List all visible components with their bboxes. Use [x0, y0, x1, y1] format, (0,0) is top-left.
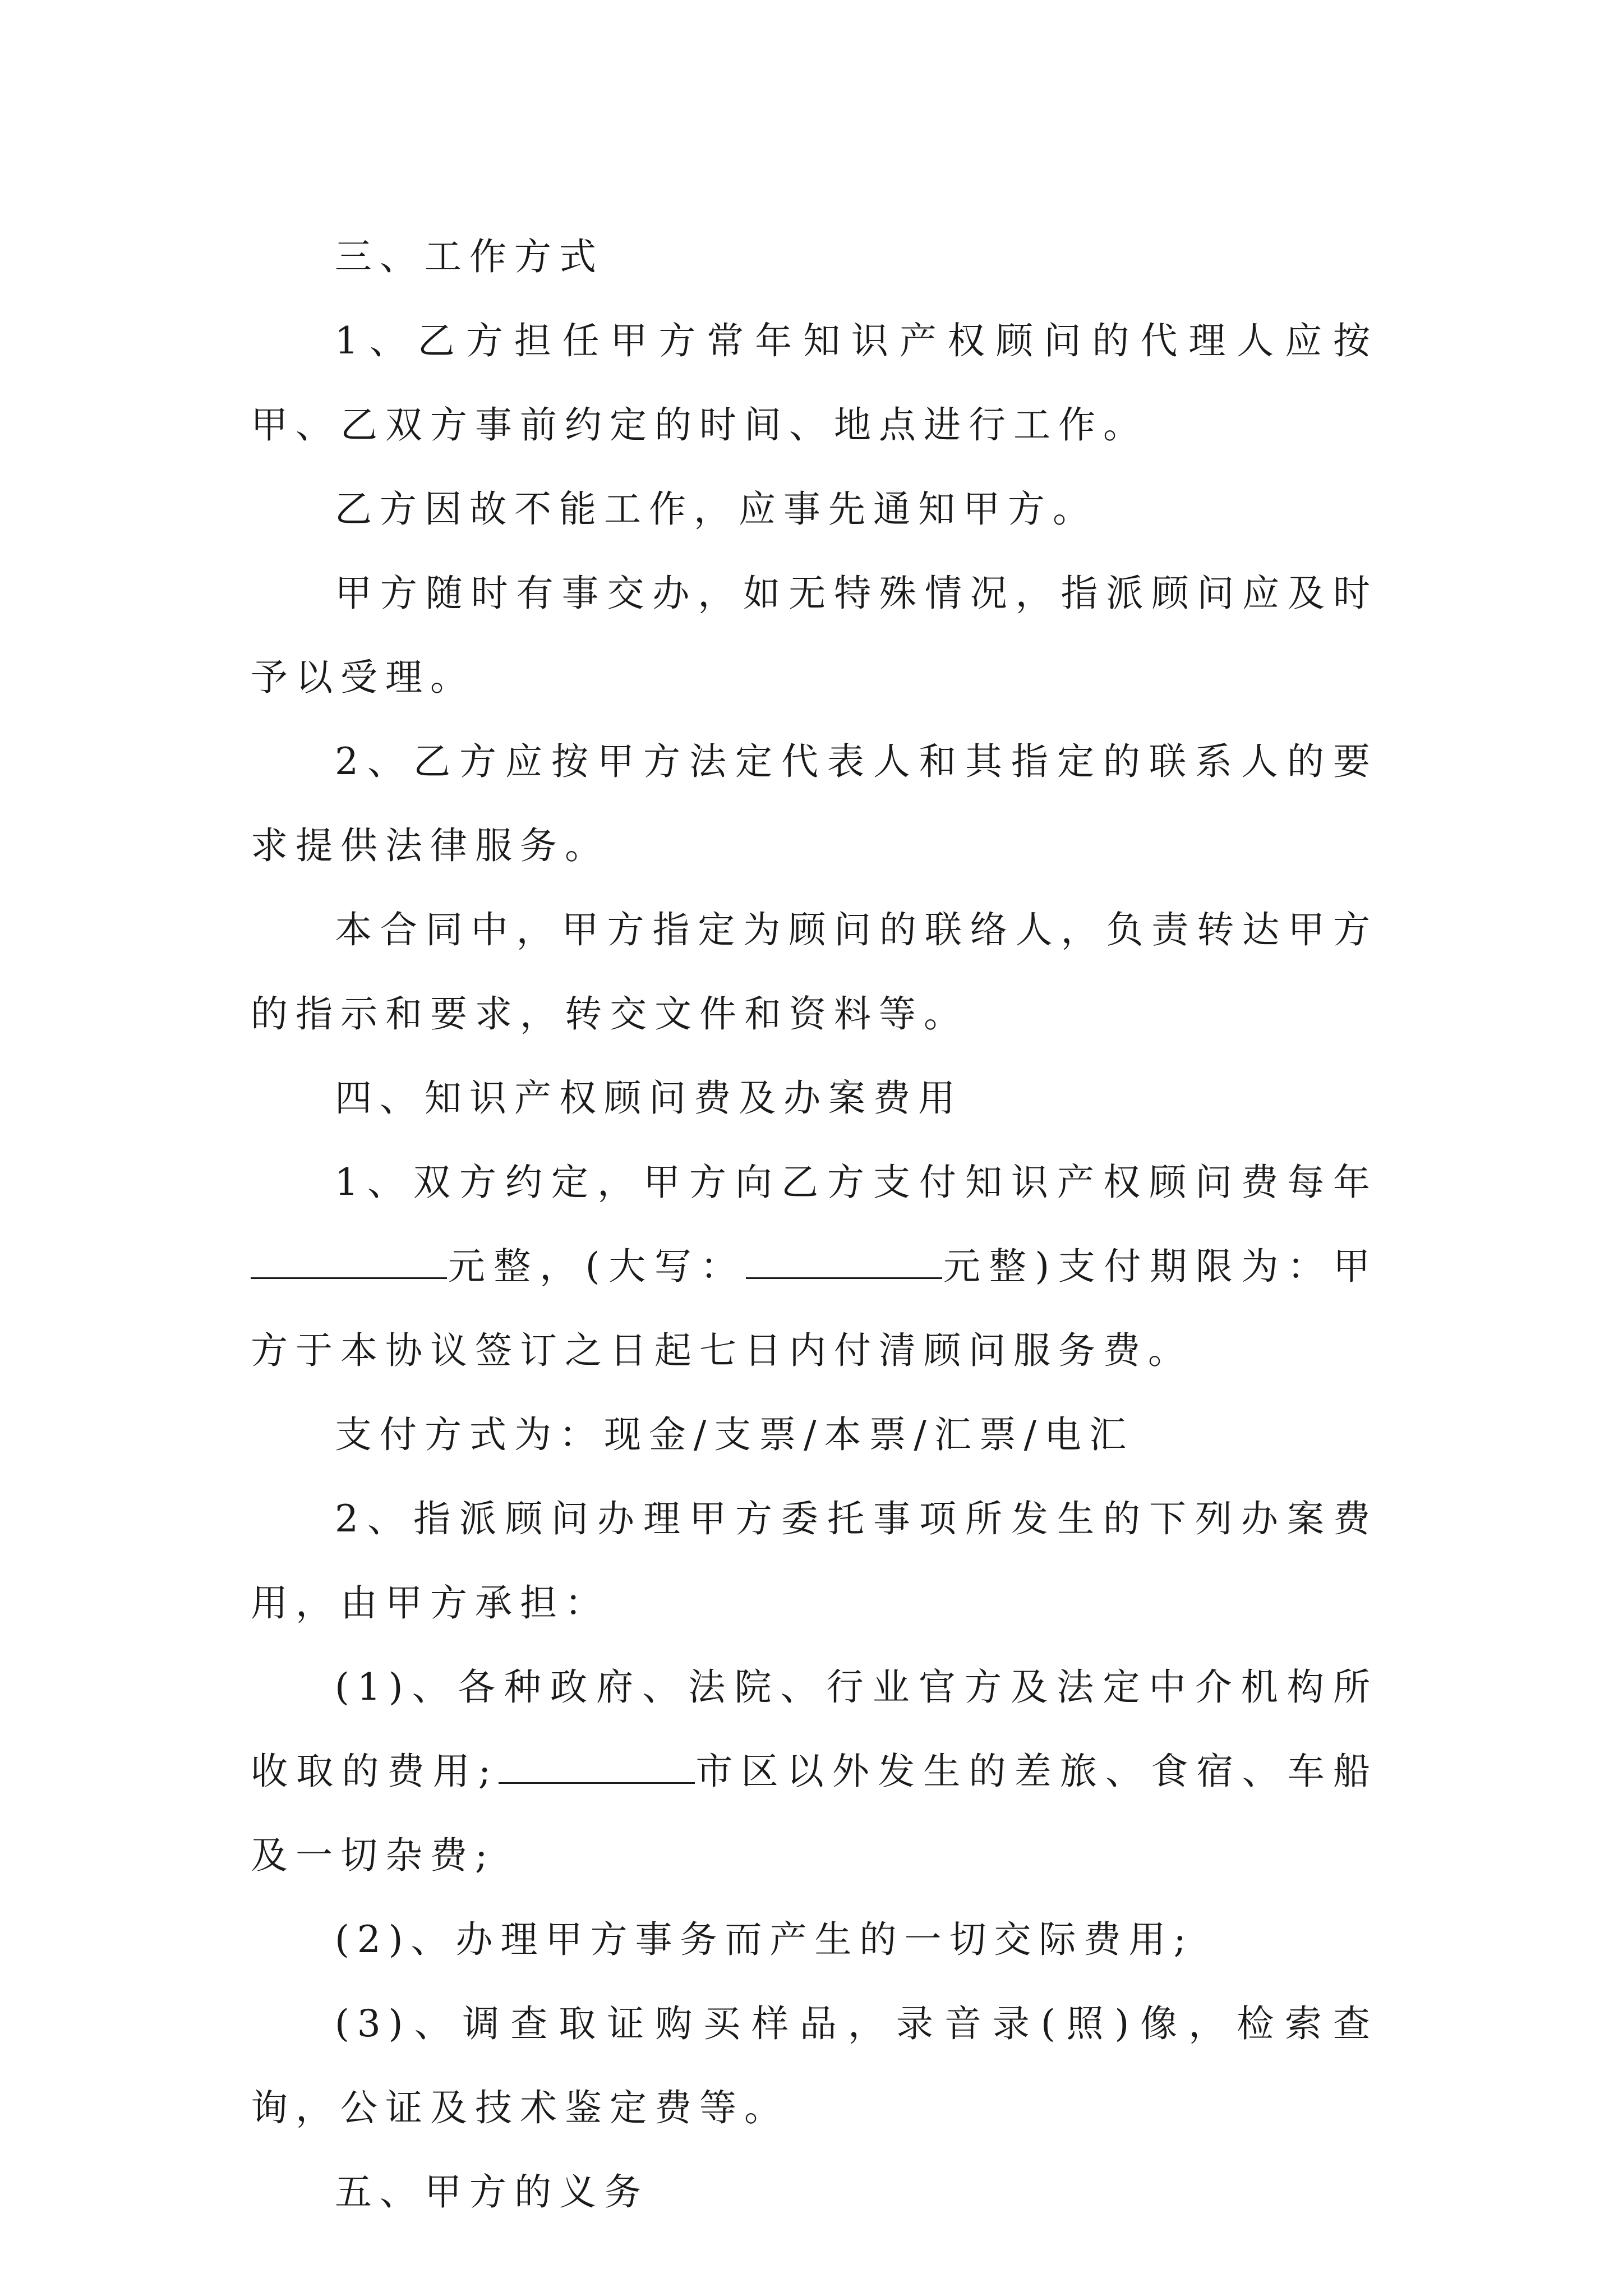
section-heading-5: 五、甲方的义务 [335, 2170, 649, 2214]
fee-amount-blank[interactable] [251, 1243, 447, 1279]
paragraph-4-2-1 [251, 1645, 1378, 1898]
document-body [251, 215, 1378, 2234]
paragraph-4-1-text-b: 元整，(大写： [447, 1245, 746, 1288]
paragraph-3-1b: 乙方因故不能工作，应事先通知甲方。 [335, 487, 1098, 531]
paragraph-4-2: 2、指派顾问办理甲方委托事项所发生的下列办案费用，由甲方承担： [251, 1497, 1378, 1625]
section-heading-3: 三、工作方式 [335, 235, 604, 278]
paragraph-4-2-1-text-a: (1)、各种政府、法院、行业官方及法定中介机构所收取的费用; [251, 1665, 1378, 1793]
paragraph-4-1d: 支付方式为：现金/支票/本票/汇票/电汇 [335, 1413, 1134, 1456]
city-blank[interactable] [499, 1747, 695, 1784]
paragraph-3-1: 1、乙方担任甲方常年知识产权顾问的代理人应按甲、乙双方事前约定的时间、地点进行工作。 [251, 319, 1378, 447]
paragraph-4-2-1-text-b: 市区以外发生的差旅、食宿、车船及一切杂费; [251, 1750, 1378, 1877]
fee-amount-uppercase-blank[interactable] [746, 1243, 942, 1279]
paragraph-4-1-text-a: 1、双方约定，甲方向乙方支付知识产权顾问费每年 [335, 1161, 1378, 1204]
section-heading-4: 四、知识产权顾问费及办案费用 [335, 1076, 963, 1120]
paragraph-3-2: 2、乙方应按甲方法定代表人和其指定的联系人的要求提供法律服务。 [251, 740, 1378, 867]
paragraph-3-1c: 甲方随时有事交办，如无特殊情况，指派顾问应及时予以受理。 [251, 572, 1378, 699]
paragraph-4-1-text-c: 元整)支付期限为：甲方于本协议签订之日起七日内付清顾问服务费。 [251, 1245, 1378, 1372]
paragraph-4-2-3: (3)、调查取证购买样品，录音录(照)像，检索查询，公证及技术鉴定费等。 [251, 2002, 1378, 2129]
paragraph-3-2b: 本合同中，甲方指定为顾问的联络人，负责转达甲方的指示和要求，转交文件和资料等。 [251, 908, 1378, 1036]
paragraph-4-2-2: (2)、办理甲方事务而产生的一切交际费用; [335, 1918, 1194, 1961]
paragraph-4-1 [251, 1140, 1378, 1393]
